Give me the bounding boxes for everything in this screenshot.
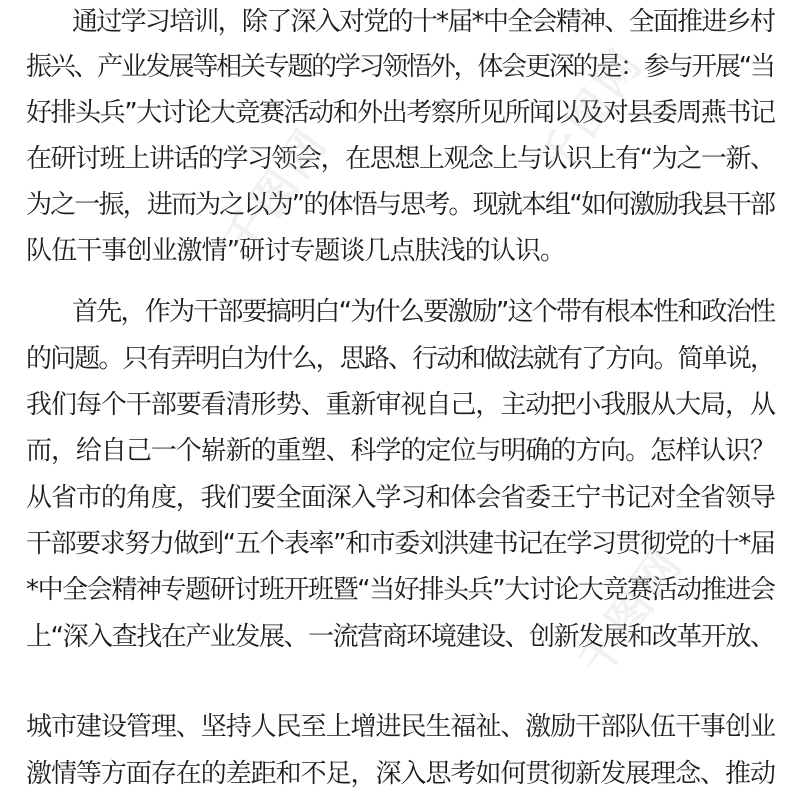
text-line: 城市建设管理、坚持人民至上增进民生福祉、激励干部队伍干事创业 [26,712,775,742]
text-line: 干部要求努力做到“五个表率”和市委刘洪建书记在学习贯彻党的十*届 [26,529,775,559]
text-line: 队伍干事创业激情”研讨专题谈几点肤浅的认识。 [26,236,566,266]
text-line: 而，给自己一个崭新的重塑、科学的定位与明确的方向。怎样认识？ [26,436,775,466]
watermark-logo: 千图网 [529,38,654,186]
text-line: 上“深入查找在产业发展、一流营商环境建设、创新发展和改革开放、 [26,622,775,652]
text-line: 在研讨班上讲话的学习领会，在思想上观念上与认识上有“为之一新、 [26,144,775,174]
text-line: 我们每个干部要看清形势、重新审视自己，主动把小我服从大局，从 [26,390,775,420]
text-line: 的问题。只有弄明白为什么，思路、行动和做法就有了方向。简单说， [26,344,775,374]
text-line: 振兴、产业发展等相关专题的学习领悟外，体会更深的是：参与开展“当 [26,52,774,82]
watermark-logo: 千图网 [214,118,339,266]
text-line: 好排头兵”大讨论大竞赛活动和外出考察所见所闻以及对县委周燕书记 [26,98,775,128]
text-line: 激情等方面存在的差距和不足，深入思考如何贯彻新发展理念、推动 [26,759,775,789]
text-line: 通过学习培训，除了深入对党的十*届*中全会精神、全面推进乡村 [72,7,775,37]
text-line: 为之一振，进而为之以为”的体悟与思考。现就本组“如何激励我县干部 [26,190,775,220]
watermark-logo: 千图网 [569,538,694,686]
text-line: 从省市的角度，我们要全面深入学习和体会省委王宁书记对全省领导 [26,483,775,513]
text-line: *中全会精神专题研讨班开班暨“当好排头兵”大讨论大竞赛活动推进会 [26,575,775,605]
text-line: 首先，作为干部要搞明白“为什么要激励”这个带有根本性和政治性 [72,297,775,327]
